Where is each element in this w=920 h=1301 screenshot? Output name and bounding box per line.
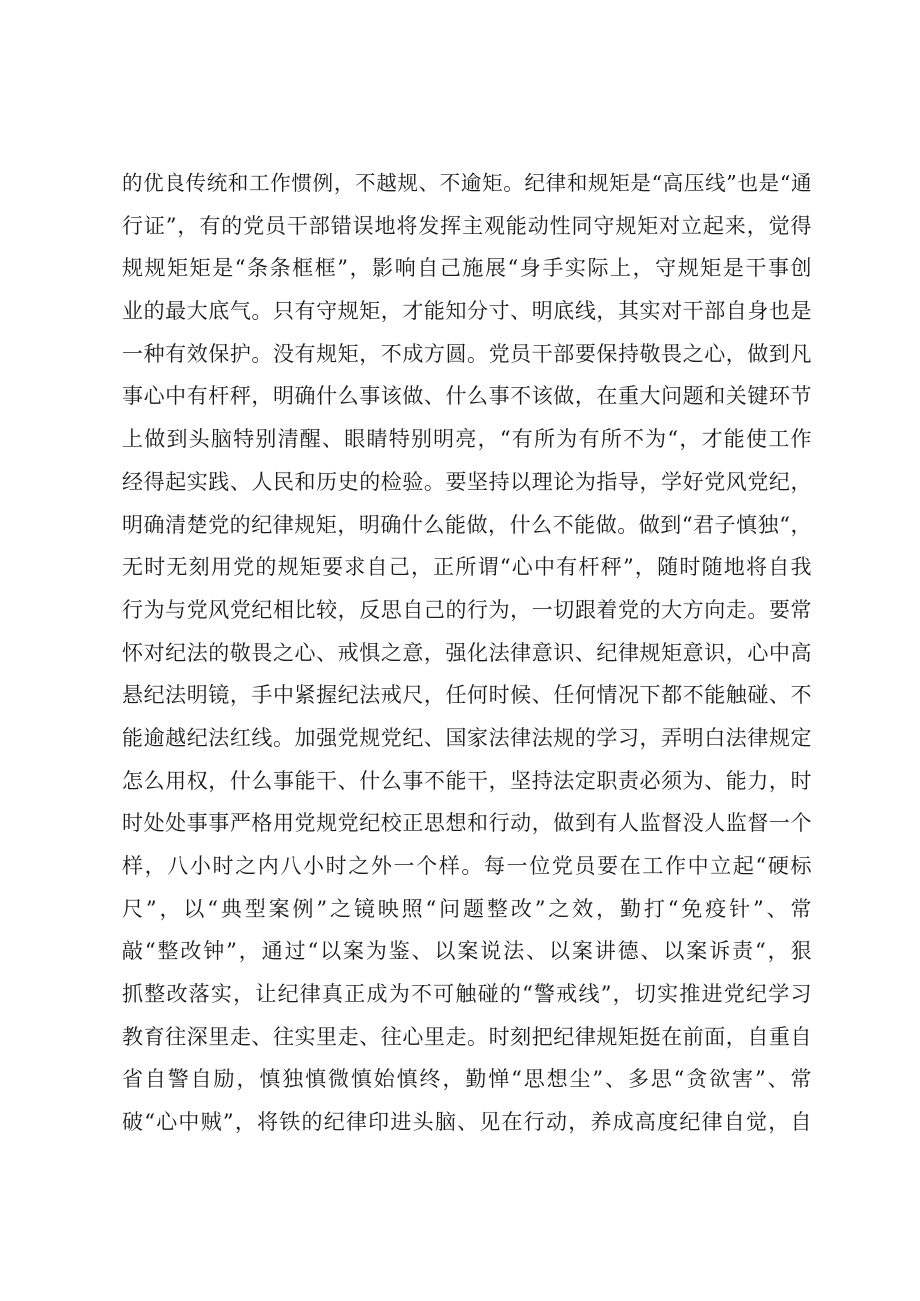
text-line: 抓整改落实，让纪律真正成为不可触碰的“警戒线”，切实推进党纪学习 — [122, 982, 812, 1007]
text-line: 怀对纪法的敬畏之心、戒惧之意，强化法律意识、纪律规矩意识，心中高 — [122, 640, 812, 665]
text-line: 能逾越纪法红线。加强党规党纪、国家法律法规的学习，弄明白法律规定 — [122, 725, 812, 750]
text-line: 一种有效保护。没有规矩，不成方圆。党员干部要保持敬畏之心，做到凡 — [122, 341, 812, 366]
text-line: 怎么用权，什么事能干、什么事不能干，坚持法定职责必须为、能力，时 — [122, 768, 812, 793]
text-line: 的优良传统和工作惯例，不越规、不逾矩。纪律和规矩是“高压线”也是“通 — [122, 171, 812, 195]
text-line: 行证”，有的党员干部错误地将发挥主观能动性同守规矩对立起来，觉得 — [122, 213, 812, 238]
text-line: 破“心中贼”，将铁的纪律印进头脑、见在行动，养成高度纪律自觉，自 — [122, 1110, 812, 1135]
text-line: 省自警自励，慎独慎微慎始慎终，勤惮“思想尘”、多思“贪欲害”、常 — [122, 1067, 812, 1092]
body-paragraph — [122, 162, 812, 1144]
text-line: 经得起实践、人民和历史的检验。要坚持以理论为指导，学好党风党纪， — [122, 469, 812, 494]
text-line: 无时无刻用党的规矩要求自己，正所谓“心中有杆秤”，随时随地将自我 — [122, 555, 812, 580]
text-line: 教育往深里走、往实里走、往心里走。时刻把纪律规矩挺在前面，自重自 — [122, 1024, 812, 1049]
text-line: 上做到头脑特别清醒、眼睛特别明亮，“有所为有所不为“，才能使工作 — [122, 427, 812, 452]
text-line: 事心中有杆秤，明确什么事该做、什么事不该做，在重大问题和关键环节 — [122, 384, 812, 409]
text-line: 业的最大底气。只有守规矩，才能知分寸、明底线，其实对干部自身也是 — [122, 299, 812, 324]
text-line: 明确清楚党的纪律规矩，明确什么能做，什么不能做。做到“君子慎独“， — [122, 512, 812, 537]
text-line: 尺”，以“典型案例”之镜映照“问题整改”之效，勤打“免疫针”、常 — [122, 896, 812, 921]
text-line: 悬纪法明镜，手中紧握纪法戒尺，任何时候、任何情况下都不能触碰、不 — [122, 683, 812, 708]
text-line: 规规矩矩是“条条框框”，影响自己施展“身手实际上，守规矩是干事创 — [122, 256, 812, 281]
text-line: 行为与党风党纪相比较，反思自己的行为，一切跟着党的大方向走。要常 — [122, 597, 812, 622]
text-line: 时处处事事严格用党规党纪校正思想和行动，做到有人监督没人监督一个 — [122, 811, 812, 836]
text-line: 样，八小时之内八小时之外一个样。每一位党员要在工作中立起“硬标 — [122, 854, 812, 878]
text-line: 敲“整改钟”，通过“以案为鉴、以案说法、以案讲德、以案诉责“，狠 — [122, 939, 812, 964]
